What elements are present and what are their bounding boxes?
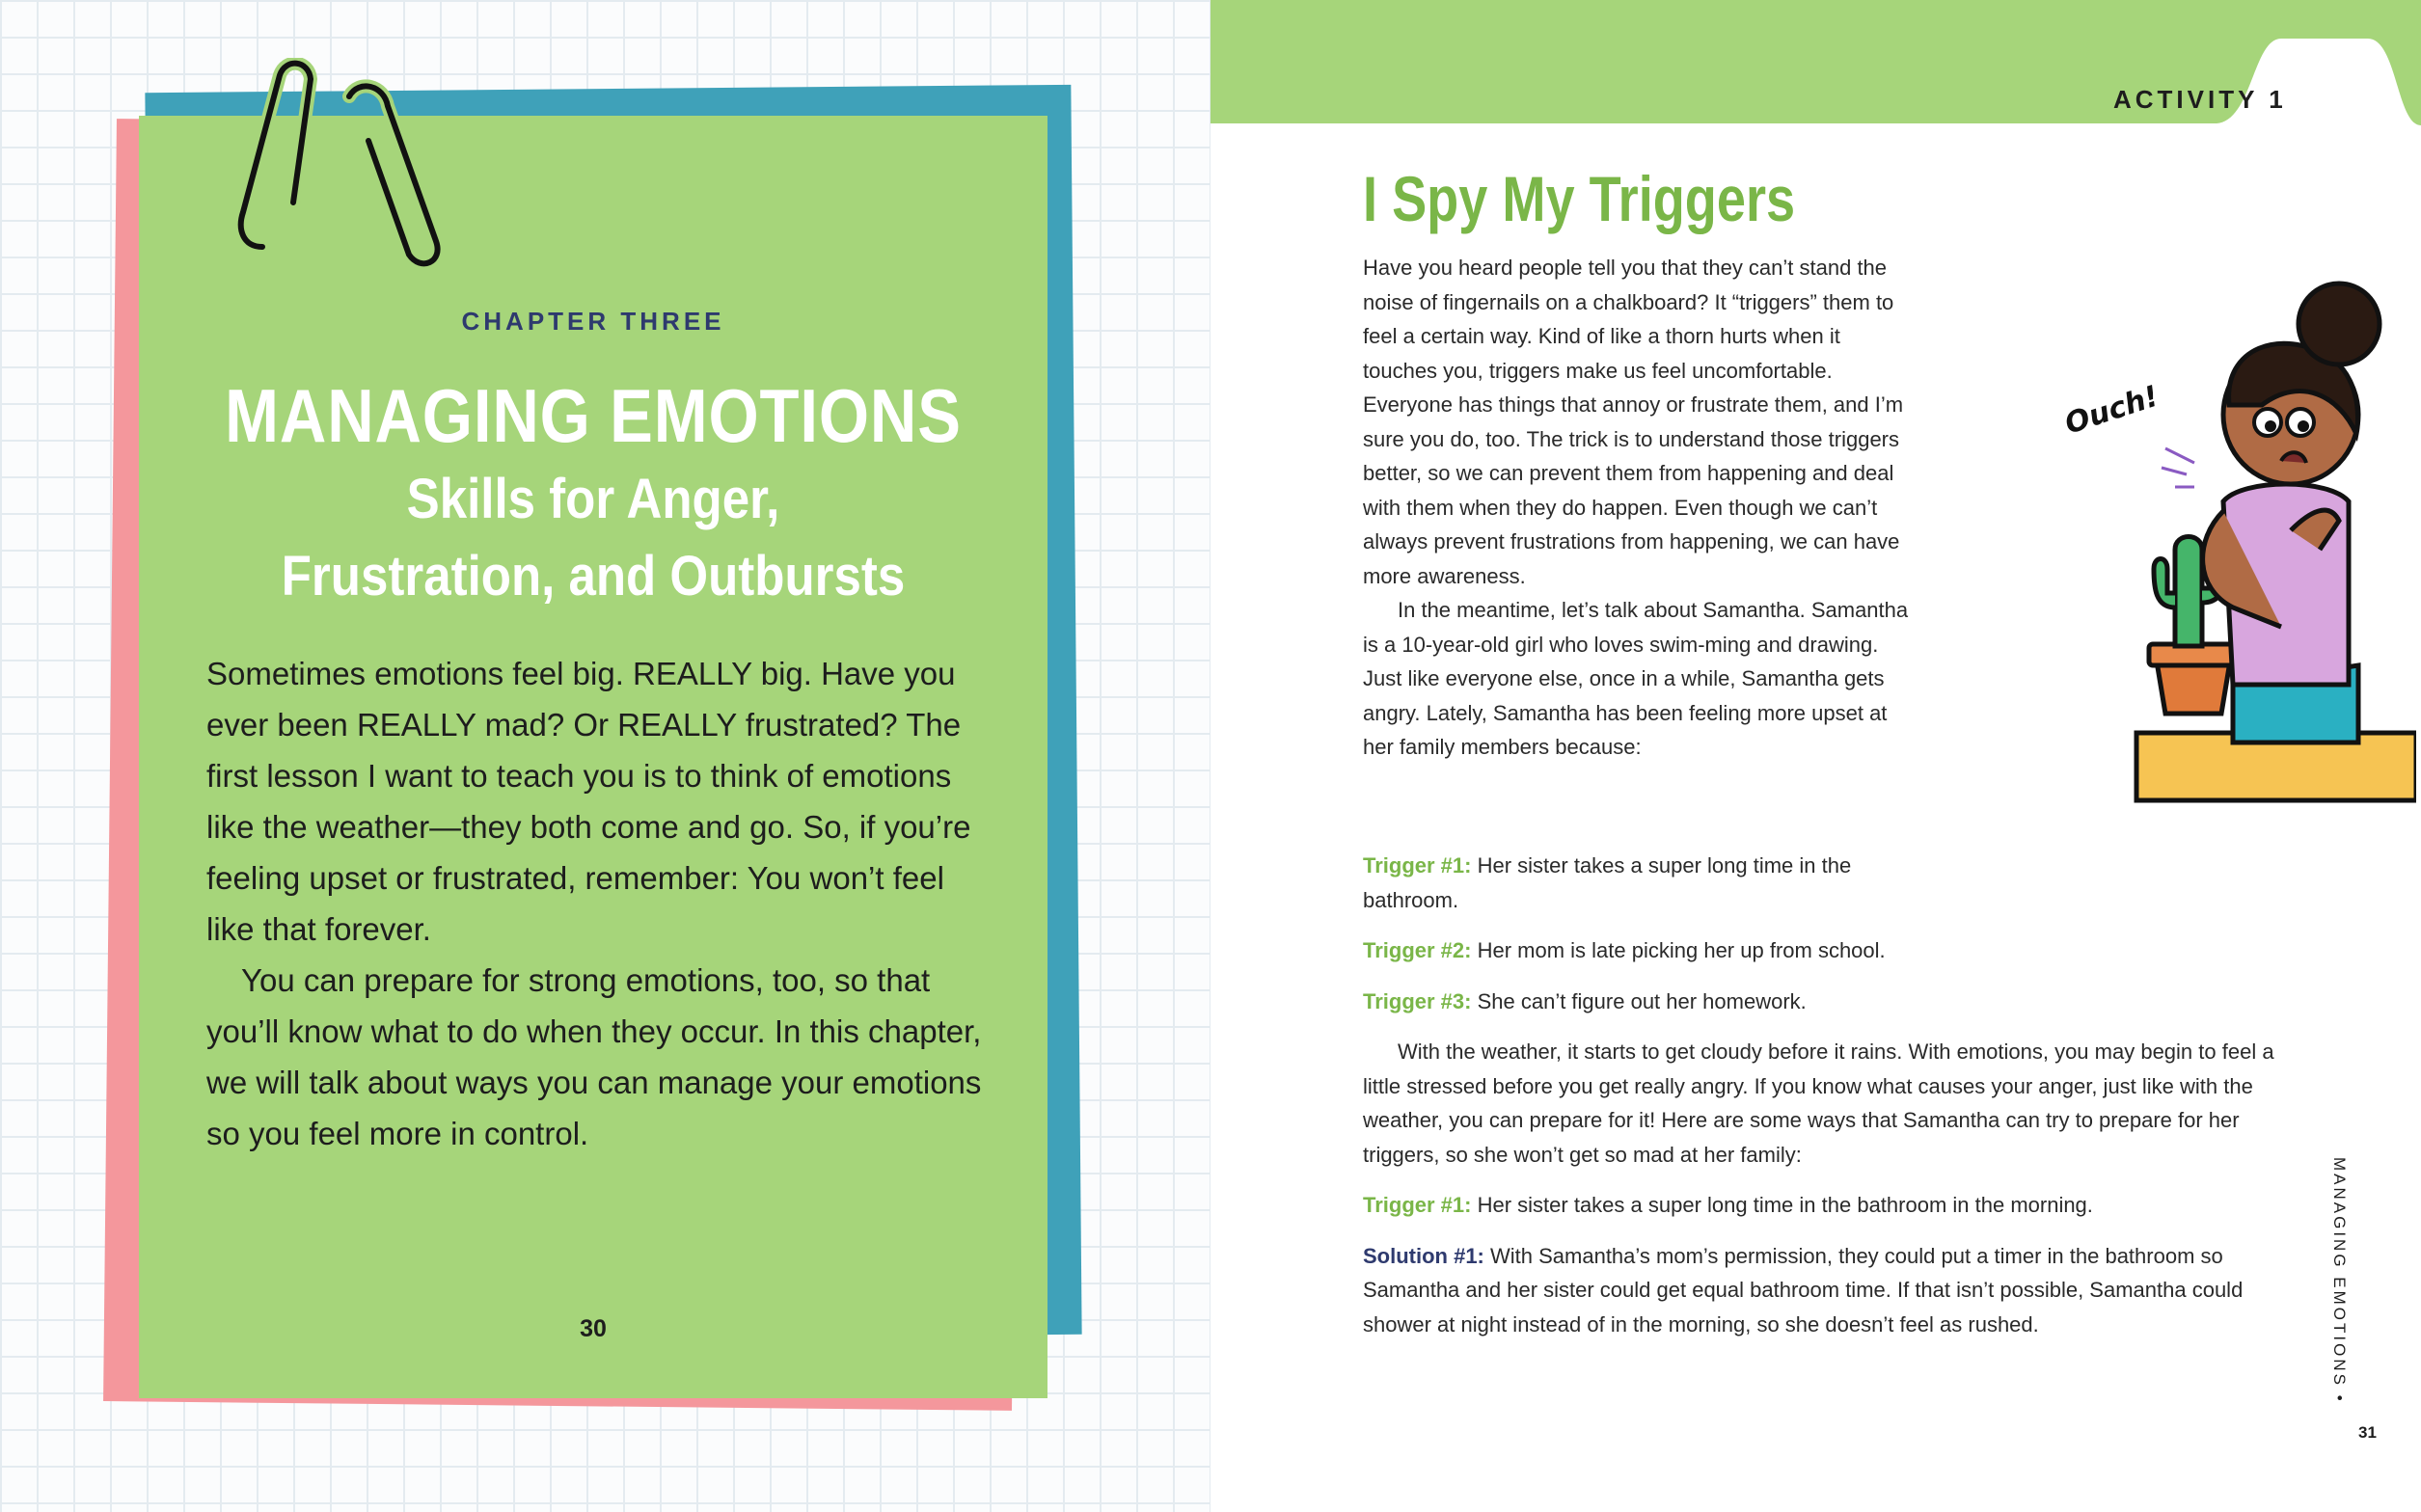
chapter-title: MANAGING EMOTIONS [225, 373, 962, 458]
subtitle-line-2: Frustration, and Outbursts [281, 545, 906, 608]
trigger-2: Trigger #2: Her mom is late picking her up from school. [1363, 938, 1886, 962]
page-number-left: 30 [580, 1315, 607, 1342]
ouch-text: Ouch! [2060, 379, 2163, 442]
activity-label: ACTIVITY 1 [2113, 85, 2287, 114]
activity-title: I Spy My Triggers [1363, 163, 1796, 234]
weather-paragraph: With the weather, it starts to get cloudy before it rains. With emotions, you may begin to feel a little stressed before you get really angry. If you know what causes your anger, just like with the weather, you can prepare for it! Here are some ways that Samantha can try to prepare for her triggers, so she won’t get so mad at her family: [1363, 1040, 2274, 1167]
girl-cactus-illustration [1876, 260, 2416, 839]
subtitle-line-1: Skills for Anger, [406, 468, 780, 530]
intro-paragraph-1: Have you heard people tell you that they can’t stand the noise of fingernails on a chalkboard? It “triggers” them to feel a certain way. Kind of like a thorn hurts when it touches you, triggers make us feel uncomfortable. Everyone has things that annoy or frustrate them, and I’m sure you do, too. The trick is to understand those triggers better, so we can prevent them from happening and deal with them when they do happen. Even though we can’t always prevent frustrations from happening, we can have more awareness. [1363, 256, 1904, 588]
solution-1: Solution #1: With Samantha’s mom’s permission, they could put a timer in the bathroom so Samantha and her sister could get equal bathroom time. If that isn’t possible, Samantha could shower at night instead of in the morning, so she doesn’t feel as rushed. [1363, 1243, 2244, 1336]
running-head: MANAGING EMOTIONS • [2330, 1157, 2349, 1404]
running-bullet: • [2330, 1394, 2349, 1404]
trigger-list [1363, 849, 2289, 1341]
chapter-intro [206, 648, 997, 1159]
intro-text [1363, 251, 1913, 765]
page-number-right: 31 [2358, 1423, 2377, 1442]
right-page [1210, 0, 2421, 1512]
chapter-subtitle [228, 461, 960, 615]
chapter-paragraph-1: Sometimes emotions feel big. REALLY big. Have you ever been REALLY mad? Or REALLY frustrated? The first lesson I want to teach you is to think of emotions like the weather—they both come and go. So, if you’re feeling upset or frustrated, remember: You won’t feel like that forever. [206, 656, 971, 947]
trigger-1: Trigger #1: Her sister takes a super long time in the bathroom. [1363, 853, 1852, 912]
trigger-3: Trigger #3: She can’t figure out her homework. [1363, 988, 1807, 1013]
left-page [0, 0, 1210, 1512]
trigger-repeat: Trigger #1: Her sister takes a super long time in the bathroom in the morning. [1363, 1193, 2093, 1217]
paperclip-icon [224, 58, 455, 280]
intro-paragraph-2: In the meantime, let’s talk about Samantha. Samantha is a 10-year-old girl who loves swim-ming and drawing. Just like everyone else, once in a while, Samantha gets angry. Lately, Samantha has been feeling more upset at her family members because: [1363, 598, 1909, 759]
chapter-label: CHAPTER THREE [461, 307, 725, 336]
chapter-paragraph-2: You can prepare for strong emotions, too, so that you’ll know what to do when they occur. In this chapter, we will talk about ways you can manage your emotions so you feel more in control. [206, 962, 982, 1151]
